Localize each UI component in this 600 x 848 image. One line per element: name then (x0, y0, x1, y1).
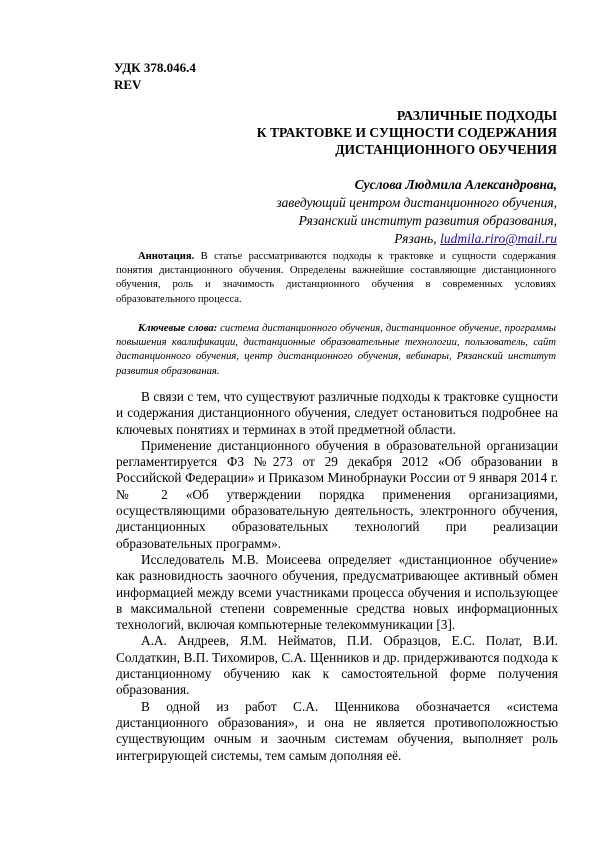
title-line-3: ДИСТАНЦИОННОГО ОБУЧЕНИЯ (117, 141, 557, 158)
body-paragraph: А.А. Андреев, Я.М. Нейматов, П.И. Образцов, Е.С. Полат, В.И. Солдаткин, В.П. Тихомиров, С.А. Щенников и др. придерживаются подхода к дистанционному обучению как к самостоятельной форме получения образования. (116, 633, 558, 698)
abstract-paragraph (116, 250, 556, 307)
author-email-link[interactable]: ludmila.riro@mail.ru (440, 231, 557, 246)
keywords-section (116, 322, 556, 379)
title-line-2: К ТРАКТОВКЕ И СУЩНОСТИ СОДЕРЖАНИЯ (117, 124, 557, 141)
article-body (116, 389, 558, 764)
abstract-section (116, 250, 556, 307)
document-page (0, 0, 600, 848)
article-title (117, 107, 557, 158)
body-paragraph: Применение дистанционного обучения в образовательной организации регламентируется ФЗ №273 от 29 декабря 2012 «Об образовании в Российской Федерации» и Приказом Минобрнауки России от 9 января 2014 г. № 2 «Об утверждении порядка применения организациями, осуществляющими образовательную деятельность, электронного обучения, дистанционных образовательных технологий при реализации образовательных программ». (116, 438, 558, 552)
body-paragraph: В одной из работ С.А. Щенникова обозначается «система дистанционного образования», и она не является противоположностью существующим очным и заочным системам обучения, выполняет роль интегрирующей системы, тем самым дополняя её. (116, 699, 558, 764)
author-position: заведующий центром дистанционного обучения, (117, 194, 557, 212)
keywords-label: Ключевые слова: (138, 323, 217, 334)
keywords-text: система дистанционного обучения, дистанционное обучение, программы повышения квалификации, дистанционные образовательные технологии, пользователь, сайт дистанционного обучения, центр дистанционного обучения, вебинары, Рязанский институт развития образования. (116, 323, 556, 377)
udk-block (114, 59, 196, 93)
keywords-paragraph (116, 322, 556, 379)
title-line-1: РАЗЛИЧНЫЕ ПОДХОДЫ (117, 107, 557, 124)
abstract-label: Аннотация. (138, 251, 194, 262)
author-city: Рязань, (394, 231, 436, 246)
body-paragraph: В связи с тем, что существуют различные подходы к трактовке сущности и содержания дистанционного обучения, следует остановиться подробнее на ключевых понятиях и терминах в этой предметной области. (116, 389, 558, 438)
author-organization: Рязанский институт развития образования, (117, 212, 557, 230)
udk-code: УДК 378.046.4 (114, 59, 196, 76)
body-paragraph: Исследователь М.В. Моисеева определяет «дистанционное обучение» как разновидность заочного обучения, предусматривающее активный обмен информацией между всеми участниками процесса обучения и использующее в максимальной степени современные средства новых информационных технологий, включая компьютерные телекоммуникации [3]. (116, 552, 558, 633)
author-name: Суслова Людмила Александровна, (117, 176, 557, 194)
author-block (117, 176, 557, 248)
abstract-text: В статье рассматриваются подходы к трактовке и сущности содержания понятия дистанционного обучения. Определены важнейшие составляющие дистанционного обучения, роль и значимость дистанционного обучения в современных условиях образовательного процесса. (116, 251, 556, 305)
rev-code: REV (114, 76, 196, 93)
author-location (117, 230, 557, 248)
